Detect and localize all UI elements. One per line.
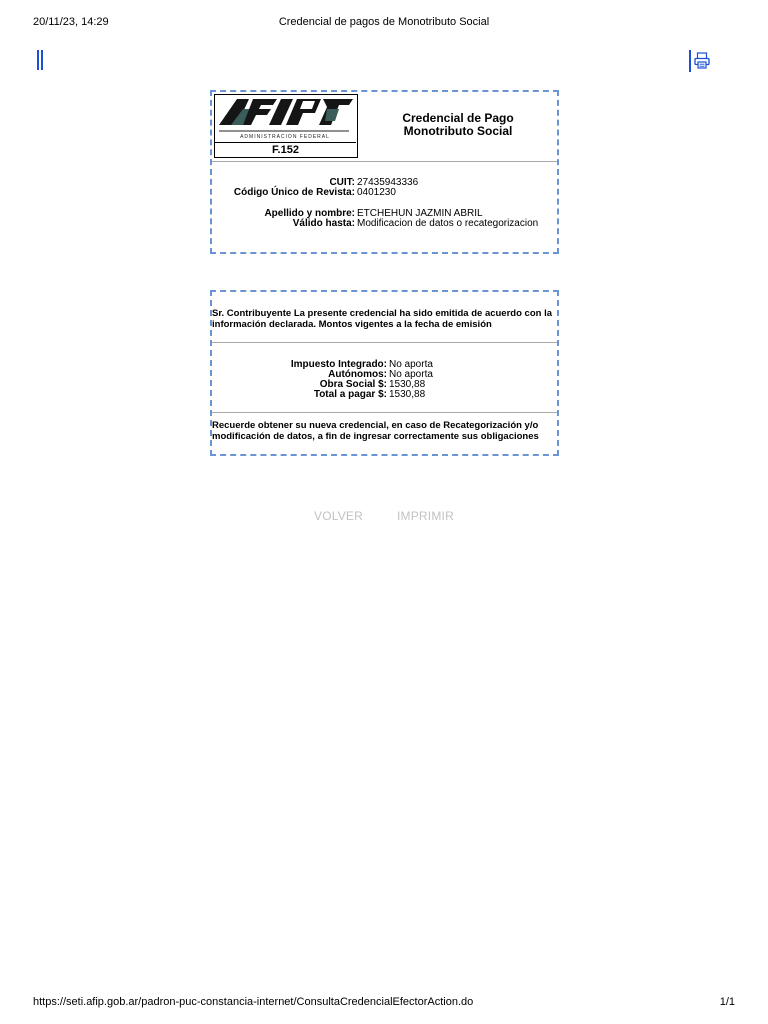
afip-logo — [215, 95, 356, 142]
credential-title — [372, 112, 544, 138]
codigo-revista-row — [212, 187, 355, 198]
payment-card: Sr. Contribuyente La presente credencial ha sido emitida de acuerdo con la información declarada. Montos vigentes a la fecha de emisión Impuesto Integrado: No aporta Autónomos: No aporta Obra Social $: 1530,88 Total a pagar $: 1530,88 Recuerde obtener su nueva credencial, en caso de Recategorización y/o modificación de datos, a fin de ingresar correctamente sus obligaciones — [210, 290, 559, 456]
print-page-title: Credencial de pagos de Monotributo Social — [278, 16, 490, 28]
apellido-nombre-label: Apellido y nombre: — [264, 208, 355, 219]
valido-hasta-row — [212, 218, 355, 229]
credential-title-line1: Credencial de Pago — [402, 111, 514, 125]
credential-title-line2: Monotributo Social — [403, 124, 513, 138]
notice-bottom: Recuerde obtener su nueva credencial, en caso de Recategorización y/o modificación de datos, a fin de ingresar correctamente sus obligaciones — [212, 420, 539, 442]
cuit-label: CUIT: — [329, 177, 355, 188]
impuesto-integrado-label: Impuesto Integrado: — [290, 359, 387, 370]
volver-button[interactable]: VOLVER — [314, 509, 363, 523]
double-bar-icon[interactable] — [36, 50, 44, 70]
credential-card: ADMINISTRACION FEDERAL F.152 Credencial de Pago Monotributo Social CUIT: 27435943336 Código Único de Revista: 0401230 Apellido y nombre: ETCHEHUN JAZMIN ABRIL Válido hasta: Modificacion de datos o recategorizacion — [210, 90, 559, 254]
print-header — [33, 16, 735, 30]
print-datetime: 20/11/23, 14:29 — [33, 16, 109, 28]
credential-divider — [212, 161, 557, 162]
afip-logo-box — [214, 94, 358, 158]
payment-divider-top — [212, 342, 557, 343]
valido-hasta-label: Válido hasta: — [292, 218, 355, 229]
total-pagar-row — [212, 389, 387, 400]
page-url: https://seti.afip.gob.ar/padron-puc-constancia-internet/ConsultaCredencialEfectorAction.do — [33, 996, 474, 1008]
afip-logo-subtext: ADMINISTRACION FEDERAL — [240, 134, 330, 140]
total-pagar-label: Total a pagar $: — [313, 389, 387, 400]
codigo-revista-label: Código Único de Revista: — [233, 187, 355, 198]
printer-icon[interactable] — [689, 50, 711, 72]
page-number: 1/1 — [719, 996, 735, 1008]
payment-divider-bottom — [212, 412, 557, 413]
autonomos-label: Autónomos: — [328, 369, 387, 380]
imprimir-button[interactable]: IMPRIMIR — [397, 509, 454, 523]
print-footer — [33, 996, 735, 1010]
obra-social-label: Obra Social $: — [319, 379, 387, 390]
notice-top: Sr. Contribuyente La presente credencial ha sido emitida de acuerdo con la información declarada. Montos vigentes a la fecha de emisión — [212, 308, 552, 330]
form-code: F.152 — [215, 142, 356, 157]
